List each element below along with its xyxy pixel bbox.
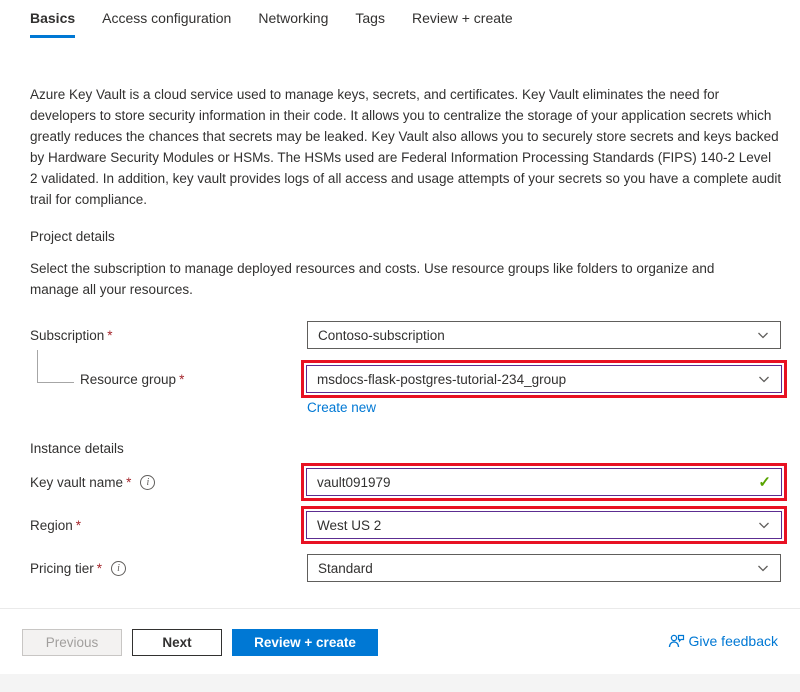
service-description-text: Azure Key Vault is a cloud service used to manage keys, secrets, and certificates. Key Vault eliminates the need for developers to store security information in their code. It allows you to centralize the storage of your application secrets which greatly reduces the chances that secrets may be leaked. Key Vault also allows you to securely store secrets and keys backed by Hardware Security Modules or HSMs. The HSMs used are Federal Information Processing Standards (FIPS) 140-2 Level 2 validated. In addition, key vault provides logs of all access and usage attempts of your secrets so you have a complete audit trail for compliance. [30,87,782,207]
give-feedback-link[interactable] [668,633,779,649]
tab-basics[interactable]: Basics [30,10,75,38]
resource-group-highlight-box [301,360,787,398]
region-dropdown[interactable] [306,511,782,539]
key-vault-name-input[interactable] [317,469,750,495]
subscription-row [30,321,781,349]
subscription-label: Subscription * [30,327,113,343]
pricing-tier-label: Pricing tier * i [30,561,307,576]
valid-checkmark-icon: ✓ [758,474,771,491]
feedback-label: Give feedback [688,633,778,649]
resource-group-value: msdocs-flask-postgres-tutorial-234_group [317,371,567,387]
tab-tags[interactable]: Tags [355,10,385,26]
region-label: Region * [30,517,82,533]
footer-divider [0,608,800,609]
key-vault-name-field-wrapper [306,468,782,496]
key-vault-name-highlight-box [301,463,787,501]
create-new-link[interactable]: Create new [307,400,377,415]
subscription-dropdown[interactable] [307,321,781,349]
project-details-heading: Project details [30,229,115,244]
next-button[interactable]: Next [132,629,222,656]
region-row [30,506,781,544]
required-asterisk: * [107,327,113,343]
info-icon[interactable]: i [111,561,126,576]
previous-button[interactable]: Previous [22,629,122,656]
resource-group-label: Resource group * [80,371,185,387]
required-asterisk: * [96,560,103,576]
project-details-description: Select the subscription to manage deployed resources and costs. Use resource groups like folders to organize and manage all your resources. [30,261,715,297]
instance-details-heading: Instance details [30,441,124,456]
region-value: West US 2 [317,517,382,533]
subscription-value: Contoso-subscription [318,327,445,343]
key-vault-name-label: Key vault name * i [30,475,307,490]
chevron-down-icon [756,328,770,342]
tab-networking[interactable]: Networking [258,10,329,26]
chevron-down-icon [756,561,770,575]
required-asterisk: * [126,474,132,490]
resource-group-dropdown[interactable] [306,365,782,393]
required-asterisk: * [75,517,82,533]
required-asterisk: * [179,371,185,387]
wizard-tabs [30,10,513,38]
tab-access-configuration[interactable]: Access configuration [102,10,232,26]
region-highlight-box [301,506,787,544]
pricing-tier-value: Standard [318,560,373,576]
key-vault-name-row [30,463,781,501]
resource-group-row [30,360,781,398]
horizontal-scrollbar-track[interactable] [0,674,800,692]
tab-review-create[interactable]: Review + create [411,10,513,26]
pricing-tier-row [30,554,781,582]
chevron-down-icon [757,372,771,386]
review-create-button[interactable]: Review + create [232,629,378,656]
info-icon[interactable]: i [140,475,155,490]
chevron-down-icon [757,518,771,532]
feedback-icon [668,633,685,649]
pricing-tier-dropdown[interactable] [307,554,781,582]
